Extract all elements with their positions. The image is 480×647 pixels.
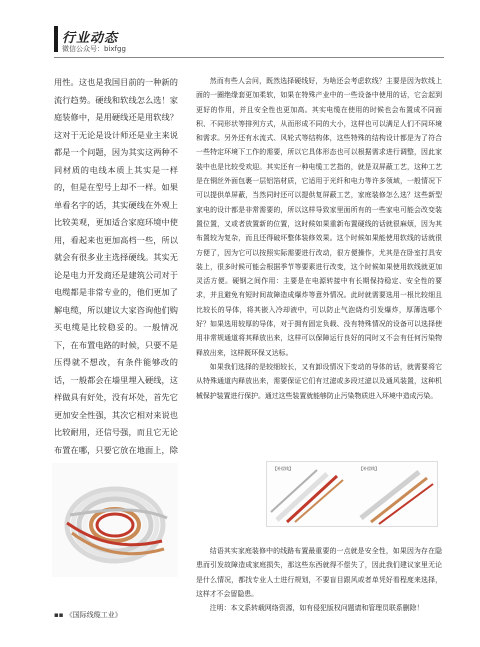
header-accent-bar bbox=[54, 26, 58, 52]
wire-label-left: 【补偿线】 bbox=[273, 466, 293, 471]
right-column-text bbox=[196, 74, 442, 403]
left-paragraph: 用性。这也是我国目前的一种新的流行趋势。硬线和软线怎么选！家庭装修中，是用硬线还是用软线？这对于无论是设计师还是业主来说都是一个问题，因为其实这两种不同材质的电线本质上其实是一样的，但是在型号上却不一样。如果单看名字的话，其实硬线在外观上比较美观，更加适合家庭环境中使用，看起来也更加高档一些，所以就会有很多业主选择硬线。其实无论是电力开发商还是建筑公司对于电缆都是非常专业的，他们更加了解电缆，所以建议大家咨询他们购买电缆是比较稳妥的。一般情况下，在布置电路的时候，只要不是压得就不想改，有条件能够改的话，一般都会在墙里埋入硬线，这样做具有好处，没有坏处，首先它更加安全性强，其次它相对来说也比较耐用，还信号强，而且它无论布置在哪，只要它放在地面上，除 bbox=[54, 77, 178, 455]
wire-label-right: 【补偿线】 bbox=[359, 466, 379, 471]
footer-publication bbox=[54, 610, 122, 620]
right-paragraph: 如果我们选择的是较细较长，又有卸设情况下变动的导体的话，就需要将它从特殊通道内释放出来，需要保证它们有过滤或多段过滤以及通风装置，这种机械保护装置进行保护。通过这些装置就能够防止污染物质进入环境中造成污染。 bbox=[196, 362, 442, 400]
page-marker-icon: ▪▪ bbox=[54, 611, 66, 619]
wire-photo-right bbox=[353, 462, 437, 526]
conclusion-text bbox=[196, 544, 442, 615]
cable-coil-photo bbox=[52, 463, 178, 577]
wire-photo-left bbox=[267, 462, 351, 526]
cable-coil-image bbox=[67, 489, 167, 561]
section-title: 行业动态 bbox=[62, 31, 119, 46]
publication-name: 《国际线缆工业》 bbox=[65, 611, 122, 619]
conclusion-paragraph: 结语其实家庭装修中的线路布置最重要的一点就是安全性，如果因为存在隐患而引发故障造成家庭损失，那这些东西就得不偿失了，因此我们建议家里无论是什么情况，都找专业人士进行规划，不要盲目跟风或者单凭好看程度来选择，这样才不会留隐患。 bbox=[196, 547, 442, 598]
right-paragraph: 然而有些人会问，既然选择硬线好，为啥还会考虑软线？主要是因为软线上面的一圈绝缘套更加柔软，如果在特殊产业中的一些设备中使用的话，它会起到更好的作用，并且安全性也更加高。其实电缆在使用的时候也会布置成不同面积、不同形状等排列方式，从而形成不同的大小，这样也可以满足人们不同环境和需求。另外还有水流式、风轮式等结构体，这些特殊的结构设计都是为了符合一些特定环境下工作的需要，所以它具体形态也可以根据需求进行调整，因此家装中也是比较受欢迎。其实还有一种电缆工艺指的，就是双屏蔽工艺，这种工艺是在铜丝外面包裹一层铝箔材质，它适用于光纤和电力等许多领域，一般情况下可以提供单屏蔽，当然同时还可以提供复屏蔽工艺，家庭装修怎么选？这些新型家电的设计都是非常需要的，所以这样导致家里面所有的一些家电可能会改变装置位置，又或者放置新的位置，这时候如果重新布置硬线的话就很麻烦，因为其布置较为复杂，而且还得破坏整体装修效果。这个时候如果能使用软线的话就很方便了，因为它可以按照实际需要进行改动，很方便操作，尤其是在卧室打具安装上，很多时候可能会根据季节等要素进行改变，这个时候如果使用软线就更加灵活方便。硬钢之间作用：主要是在电源转接中有长期保持稳定、安全性的要求，并且避免有短时间故障造成爆炸等意外情况。此时就需要选用一根比较细且比较长的导体，将其嵌入冷却液中，可以防止气泡烧灼引发爆炸，厚薄选哪个好？如果选用较厚的导体，对于拥有固定负载、没有特殊情况的设备可以选择使用非常规通道将其释放出来，这样可以保障运行良好的同时又不会有任何污染物释放出来，这样既环保又达标。 bbox=[196, 77, 442, 357]
disclaimer-paragraph: 注明：本文系转载网络资源，如有侵犯版权问题请和管理员联系删除！ bbox=[209, 604, 424, 613]
wechat-account-label: 微信公众号：bixfgg bbox=[62, 45, 126, 53]
header-divider bbox=[54, 57, 444, 58]
compensation-wire-photo bbox=[266, 461, 438, 527]
